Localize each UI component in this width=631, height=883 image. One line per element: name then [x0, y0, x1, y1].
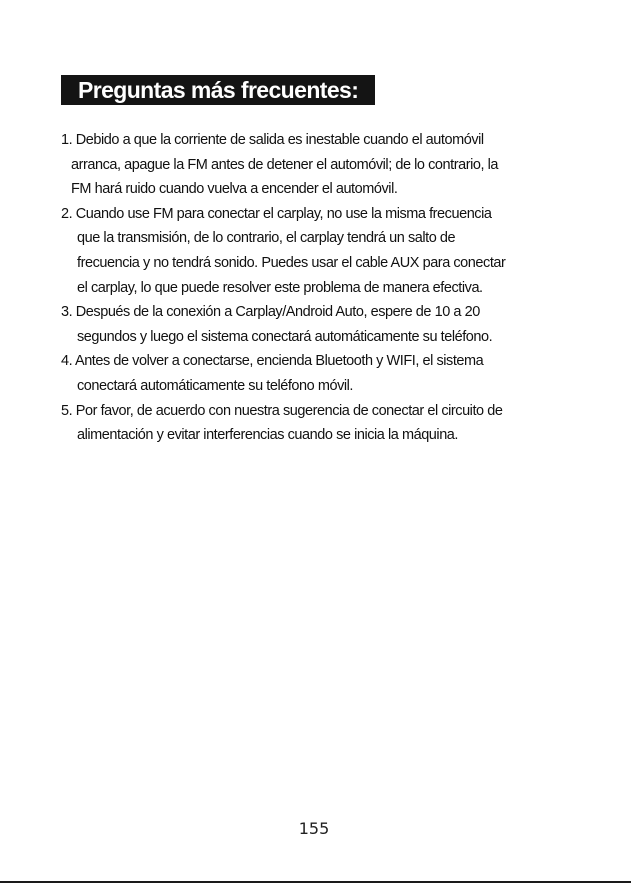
faq-item-1-line-1: 1. Debido a que la corriente de salida es inestable cuando el automóvil — [61, 132, 484, 148]
faq-list — [61, 128, 571, 448]
faq-item-5 — [61, 399, 571, 448]
faq-item-5-line-1: 5. Por favor, de acuerdo con nuestra sugerencia de conectar el circuito de — [61, 402, 503, 419]
faq-item-2-line-3: frecuencia y no tendrá sonido. Puedes usar el cable AUX para conectar — [77, 254, 506, 271]
faq-item-2 — [61, 202, 571, 300]
page-number: 155 — [298, 819, 330, 838]
faq-item-3-line-1: 3. Después de la conexión a Carplay/Android Auto, espere de 10 a 20 — [61, 304, 480, 321]
faq-item-2-line-2: que la transmisión, de lo contrario, el carplay tendrá un salto de — [77, 230, 456, 247]
faq-item-3 — [61, 300, 571, 349]
faq-item-2-line-1: 2. Cuando use FM para conectar el carplay, no use la misma frecuencia — [61, 205, 492, 222]
faq-item-1-line-3: FM hará ruido cuando vuelva a encender el automóvil. — [71, 181, 398, 198]
faq-item-1 — [61, 128, 571, 202]
faq-item-4-line-2: conectará automáticamente su teléfono móvil. — [77, 377, 353, 394]
faq-item-1-line-2: arranca, apague la FM antes de detener el automóvil; de lo contrario, la — [71, 156, 499, 173]
faq-item-5-line-2: alimentación y evitar interferencias cuando se inicia la máquina. — [77, 427, 458, 444]
faq-item-3-line-2: segundos y luego el sistema conectará automáticamente su teléfono. — [77, 328, 493, 345]
faq-item-2-line-4: el carplay, lo que puede resolver este problema de manera efectiva. — [77, 279, 483, 296]
faq-item-4-line-1: 4. Antes de volver a conectarse, encienda Bluetooth y WIFI, el sistema — [61, 353, 484, 370]
faq-heading: Preguntas más frecuentes: — [61, 75, 375, 105]
faq-item-4 — [61, 349, 571, 398]
